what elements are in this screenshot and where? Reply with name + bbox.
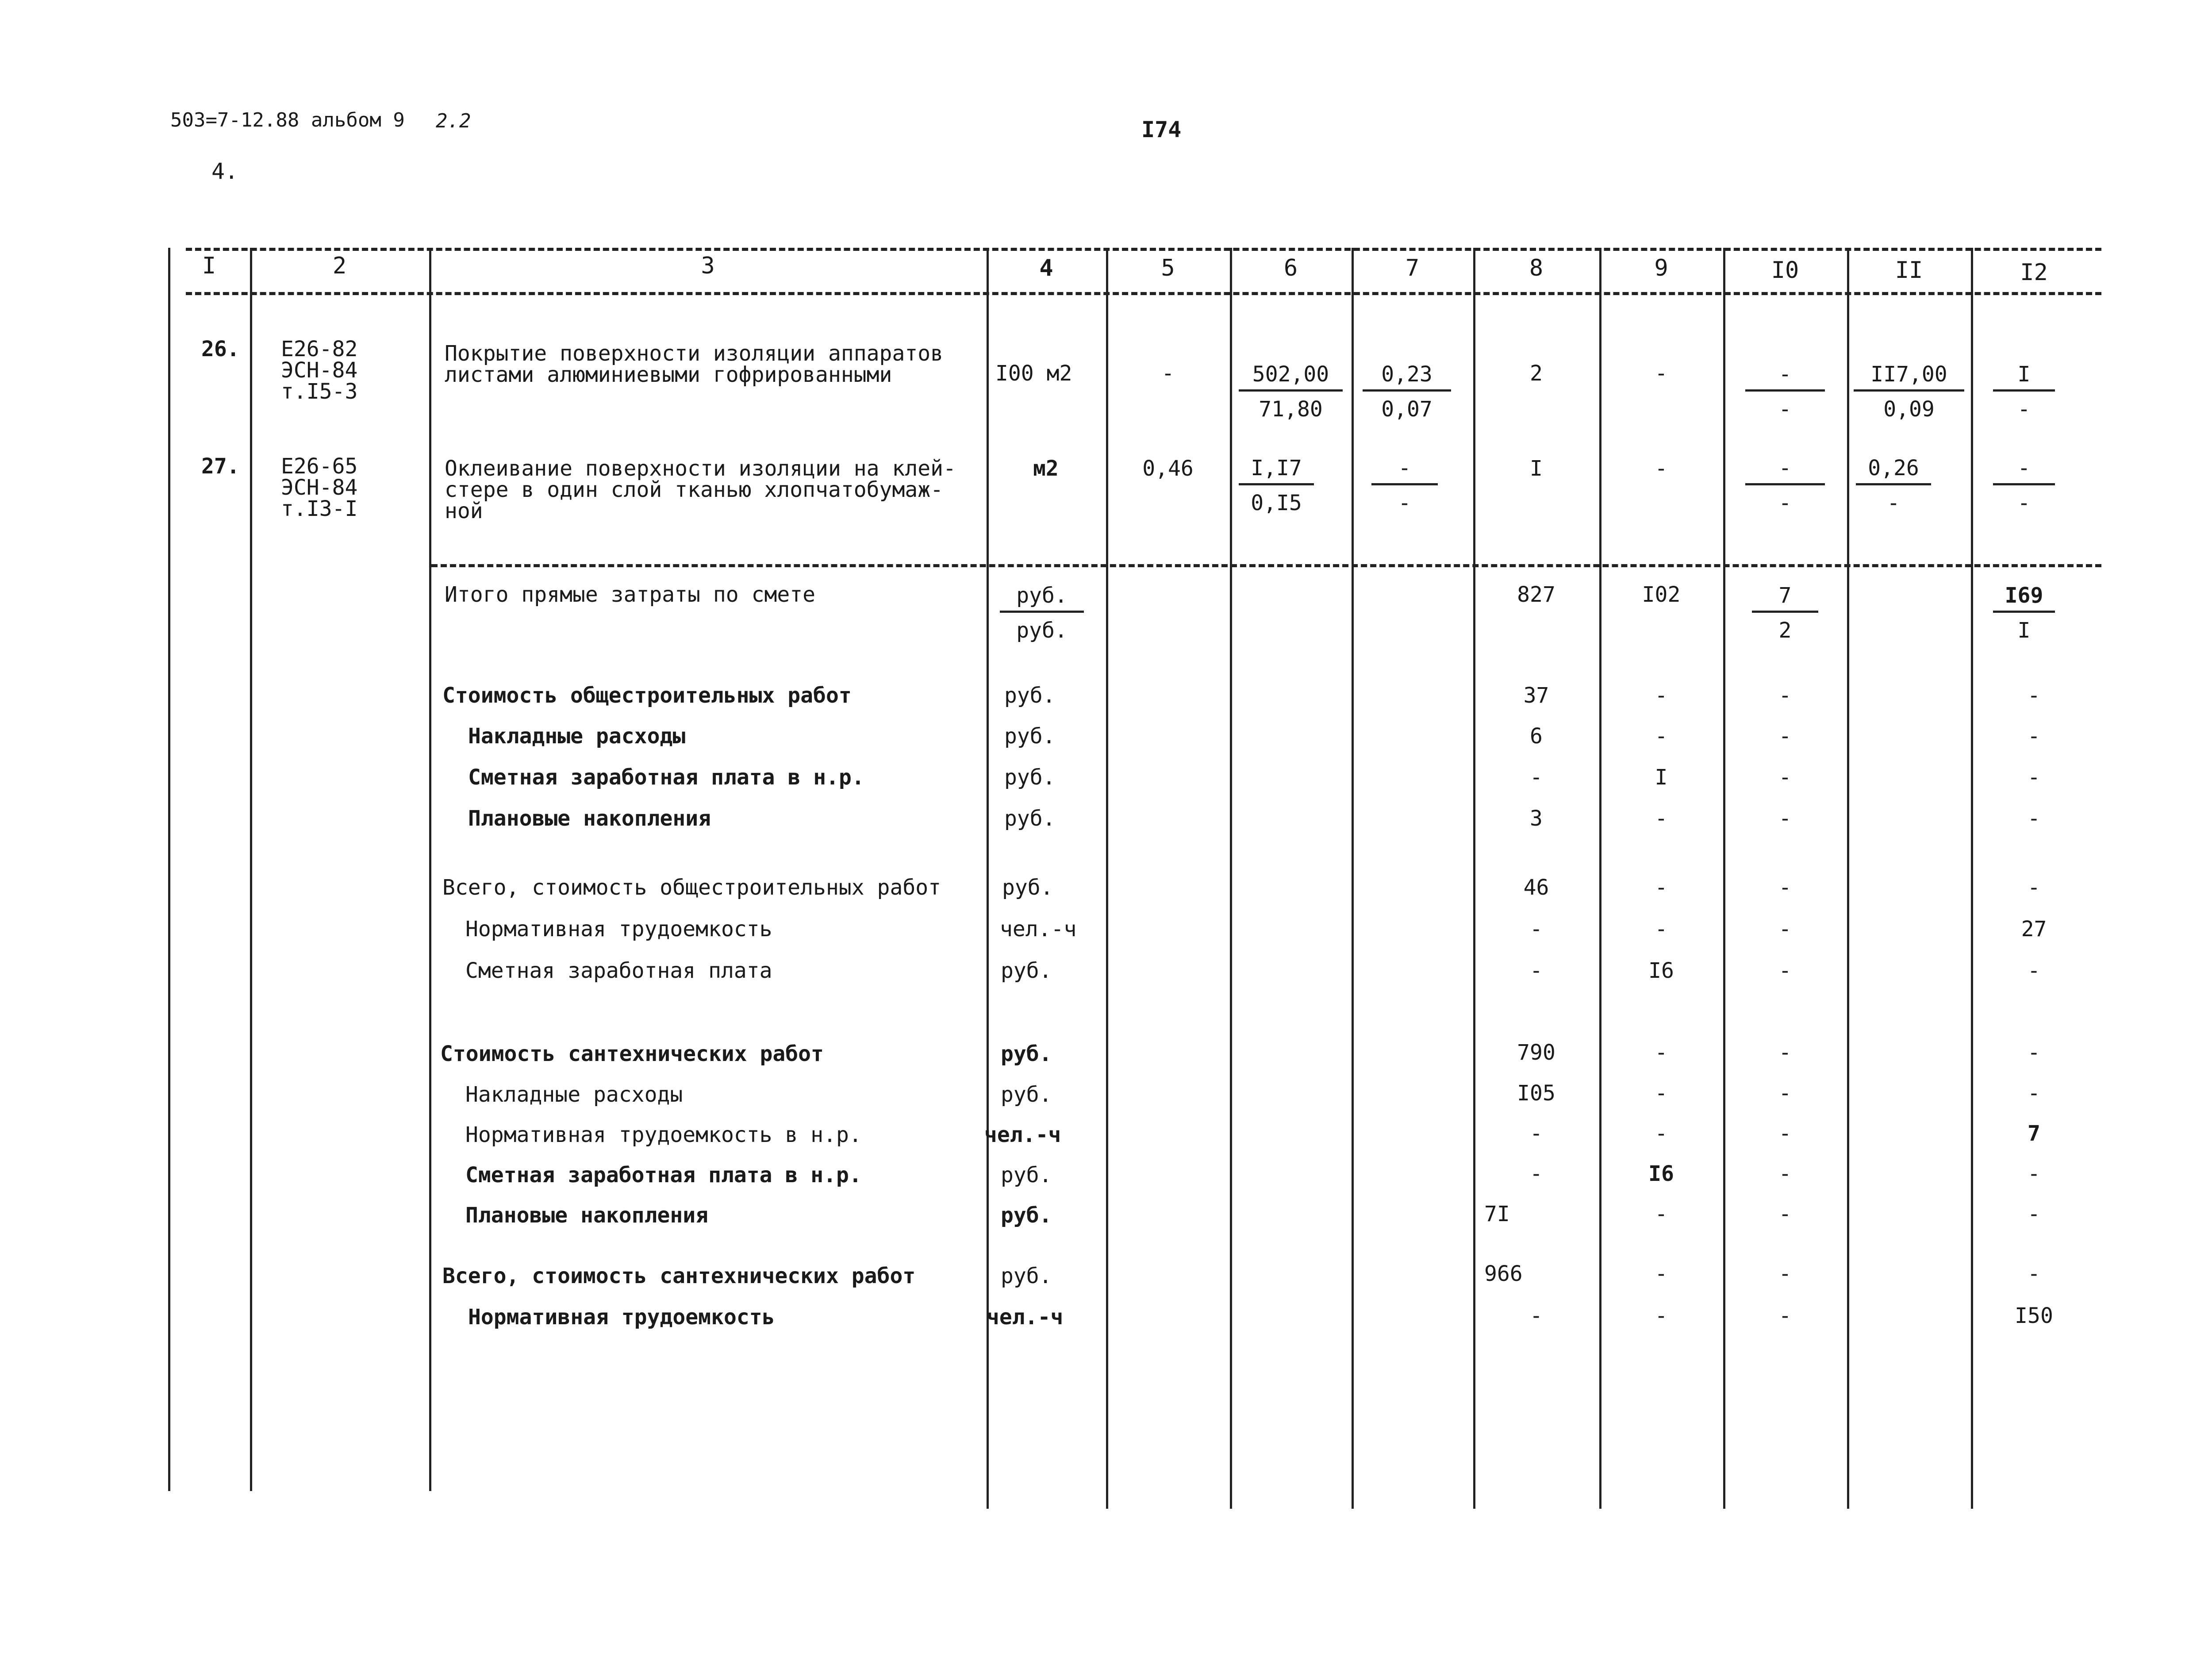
summary-label: Накладные расходы — [468, 724, 686, 749]
summary-unit: чел.-ч — [1000, 917, 1077, 942]
column-header: I2 — [2020, 259, 2048, 286]
fraction-numerator: 502,00 — [1239, 362, 1343, 392]
fraction-col11 — [1854, 362, 1964, 422]
summary-unit: чел.-ч — [984, 1122, 1061, 1147]
header-bottom-rule — [186, 292, 2101, 295]
cell-col8: 46 — [1523, 875, 1549, 900]
fraction-col10 — [1745, 362, 1825, 422]
cell-col12: - — [2028, 1081, 2040, 1106]
norm-code: т.I5-3 — [281, 379, 358, 404]
cell-col10: - — [1778, 724, 1792, 749]
fraction-denominator: 0,09 — [1883, 397, 1935, 422]
unit-cell: I00 м2 — [995, 361, 1072, 386]
fraction-denominator: - — [1398, 491, 1411, 515]
cell-col9: - — [1655, 1303, 1668, 1328]
cell-col12: - — [2028, 724, 2040, 749]
cell-col12: 27 — [2021, 917, 2047, 942]
cell-col9: - — [1655, 875, 1668, 900]
cell-col8: - — [1530, 958, 1543, 983]
cell-col12: - — [2028, 683, 2040, 708]
summary-unit: руб. — [1004, 724, 1056, 749]
cell-col8: 6 — [1530, 724, 1543, 749]
column-header: 4 — [1039, 255, 1053, 281]
fraction-denominator: - — [1778, 491, 1792, 515]
fraction-denominator: 2 — [1778, 618, 1792, 643]
summary-unit: руб. — [1001, 1163, 1052, 1188]
handwritten-mark: 2.2 — [436, 110, 471, 132]
fraction-denominator: - — [2017, 397, 2031, 422]
fraction-numerator: 0,23 — [1363, 362, 1451, 392]
summary-label: Плановые накопления — [468, 806, 711, 831]
summary-unit: руб. — [1001, 1082, 1052, 1107]
cell-col8: I05 — [1517, 1081, 1555, 1106]
cell-col8: - — [1530, 1121, 1543, 1146]
cell-col10: - — [1778, 1040, 1792, 1065]
summary-unit: руб. — [1001, 1203, 1052, 1228]
column-header: 2 — [332, 253, 347, 279]
grid-line — [1352, 248, 1354, 1509]
fraction-col7 — [1371, 456, 1438, 515]
work-description: ной — [445, 499, 483, 523]
summary-label: Нормативная трудоемкость в н.р. — [465, 1122, 862, 1147]
cell-col12: - — [2028, 806, 2040, 831]
fraction-numerator: - — [1993, 456, 2055, 485]
work-description: стере в один слой тканью хлопчатобумаж- — [445, 477, 944, 502]
fraction-col6 — [1239, 362, 1343, 422]
work-description: Покрытие поверхности изоляции аппаратов — [445, 341, 944, 366]
fraction-col12 — [1993, 456, 2055, 515]
column-header: 9 — [1654, 255, 1668, 281]
cell-col9: - — [1655, 683, 1668, 708]
summary-label: Сметная заработная плата — [465, 958, 772, 983]
cell-col10: - — [1778, 1303, 1792, 1328]
cell-col10: - — [1778, 683, 1792, 708]
cell-col9: - — [1655, 1040, 1668, 1065]
grid-line — [429, 248, 431, 1491]
cell-col9: - — [1655, 456, 1668, 481]
cell-col9: - — [1655, 724, 1668, 749]
cell-col8: I — [1530, 456, 1543, 481]
header-top-rule — [186, 248, 2101, 251]
row-number: 27. — [201, 454, 240, 479]
cell-col8: - — [1530, 765, 1543, 790]
cell-col8: 827 — [1517, 582, 1555, 607]
cell-col12: - — [2028, 1261, 2040, 1286]
fraction-denominator: 0,I5 — [1251, 491, 1302, 515]
fraction-numerator: 0,26 — [1856, 456, 1931, 485]
cell-col8: - — [1530, 1303, 1543, 1328]
cell-col12: - — [2028, 765, 2040, 790]
summary-label: Всего, стоимость общестроительных работ — [442, 875, 941, 900]
cell-col10: - — [1778, 875, 1792, 900]
fraction-numerator: - — [1745, 362, 1825, 392]
norm-code: ЭСН-84 — [281, 475, 358, 500]
fraction-numerator: I69 — [1993, 583, 2055, 613]
fraction-col12 — [1993, 583, 2055, 643]
fraction-numerator: 7 — [1752, 583, 1818, 613]
cell-col9: I02 — [1642, 582, 1681, 607]
cell-col8: 3 — [1530, 806, 1543, 831]
grid-line — [250, 248, 252, 1491]
fraction-denominator: - — [1887, 491, 1900, 515]
work-description: листами алюминиевыми гофрированными — [445, 362, 892, 387]
summary-label: Сметная заработная плата в н.р. — [465, 1163, 862, 1188]
work-description: Оклеивание поверхности изоляции на клей- — [445, 456, 956, 481]
summary-label: Накладные расходы — [465, 1082, 683, 1107]
column-header: I — [202, 253, 216, 279]
column-header: 3 — [701, 253, 715, 279]
total-label: Итого прямые затраты по смете — [445, 582, 816, 607]
grid-line — [168, 248, 170, 1491]
cell-col12: I50 — [2015, 1303, 2053, 1328]
summary-label: Плановые накопления — [465, 1203, 709, 1228]
cell-col8: 790 — [1517, 1040, 1555, 1065]
fraction-col12 — [1993, 362, 2055, 422]
fraction-col11 — [1856, 456, 1931, 515]
summary-unit: руб. — [1001, 1264, 1052, 1288]
column-header: 7 — [1405, 255, 1420, 281]
page-number: I74 — [1141, 117, 1182, 142]
fraction-denominator: - — [2017, 491, 2031, 515]
column-header: II — [1895, 257, 1923, 284]
fraction-denominator: - — [1778, 397, 1792, 422]
fraction-col10 — [1752, 583, 1818, 643]
summary-unit: руб. — [1002, 875, 1053, 900]
fraction-numerator: I,I7 — [1239, 456, 1314, 485]
summary-unit: руб. — [1001, 1042, 1052, 1066]
column-header: 5 — [1161, 255, 1175, 281]
fraction-denominator: 0,07 — [1381, 397, 1432, 422]
cell-col9: I6 — [1648, 1161, 1674, 1186]
cell-col8: 2 — [1530, 361, 1543, 386]
cell-col10: - — [1778, 1202, 1792, 1226]
summary-label: Нормативная трудоемкость — [465, 917, 772, 942]
summary-unit: чел.-ч — [987, 1305, 1064, 1330]
cell-col12: - — [2028, 1202, 2040, 1226]
cell-col12: 7 — [2028, 1121, 2040, 1146]
unit-cell: м2 — [1033, 456, 1059, 481]
totals-divider-rule — [431, 564, 2101, 567]
summary-unit: руб. — [1004, 806, 1056, 831]
total-unit — [1000, 583, 1084, 643]
cell-col9: I — [1655, 765, 1668, 790]
cell-col12: - — [2028, 1161, 2040, 1186]
fraction-numerator: - — [1745, 456, 1825, 485]
fraction-denominator: I — [2017, 618, 2031, 643]
summary-unit: руб. — [1004, 683, 1056, 708]
norm-code: Е26-82 — [281, 337, 358, 361]
cell-col10: - — [1778, 1121, 1792, 1146]
cell-col10: - — [1778, 806, 1792, 831]
summary-unit: руб. — [1004, 765, 1056, 790]
cell-col9: I6 — [1648, 958, 1674, 983]
fraction-denominator: руб. — [1016, 618, 1068, 643]
norm-code: т.I3-I — [281, 496, 358, 521]
grid-line — [1230, 248, 1232, 1509]
cell-col5: - — [1161, 361, 1175, 386]
fraction-denominator: 71,80 — [1259, 397, 1323, 422]
cell-col9: - — [1655, 1121, 1668, 1146]
grid-line — [1847, 248, 1849, 1509]
fraction-numerator: руб. — [1000, 583, 1084, 613]
column-header: 8 — [1529, 255, 1544, 281]
cell-col10: - — [1778, 917, 1792, 942]
summary-label: Стоимость общестроительных работ — [442, 683, 852, 708]
cell-col8: 966 — [1484, 1261, 1523, 1286]
column-header: 6 — [1283, 255, 1298, 281]
cell-col9: - — [1655, 917, 1668, 942]
cell-col9: - — [1655, 1202, 1668, 1226]
cell-col10: - — [1778, 765, 1792, 790]
cell-col9: - — [1655, 1261, 1668, 1286]
section-number: 4. — [211, 158, 238, 184]
fraction-col10 — [1745, 456, 1825, 515]
cell-col10: - — [1778, 1081, 1792, 1106]
summary-label: Сметная заработная плата в н.р. — [468, 765, 864, 790]
norm-code: ЭСН-84 — [281, 358, 358, 383]
cell-col8: - — [1530, 1161, 1543, 1186]
fraction-numerator: I — [1993, 362, 2055, 392]
cell-col10: - — [1778, 1161, 1792, 1186]
cell-col9: - — [1655, 806, 1668, 831]
cell-col8: 37 — [1523, 683, 1549, 708]
cell-col10: - — [1778, 1261, 1792, 1286]
cell-col12: - — [2028, 958, 2040, 983]
norm-code: Е26-65 — [281, 454, 358, 479]
cell-col5: 0,46 — [1142, 456, 1194, 481]
cell-col8: 7I — [1484, 1202, 1510, 1226]
fraction-col7 — [1363, 362, 1451, 422]
summary-label: Нормативная трудоемкость — [468, 1305, 775, 1330]
summary-label: Стоимость сантехнических работ — [440, 1042, 824, 1066]
summary-label: Всего, стоимость сантехнических работ — [442, 1264, 916, 1288]
cell-col8: - — [1530, 917, 1543, 942]
cell-col10: - — [1778, 958, 1792, 983]
cell-col9: - — [1655, 361, 1668, 386]
fraction-numerator: II7,00 — [1854, 362, 1964, 392]
summary-unit: руб. — [1001, 958, 1052, 983]
row-number: 26. — [201, 337, 240, 361]
column-header: I0 — [1771, 257, 1799, 284]
grid-line — [1106, 248, 1108, 1509]
cell-col12: - — [2028, 1040, 2040, 1065]
document-reference: 503=7-12.88 альбом 9 — [170, 109, 405, 131]
fraction-numerator: - — [1371, 456, 1438, 485]
cell-col9: - — [1655, 1081, 1668, 1106]
cell-col12: - — [2028, 875, 2040, 900]
fraction-col6 — [1239, 456, 1314, 515]
